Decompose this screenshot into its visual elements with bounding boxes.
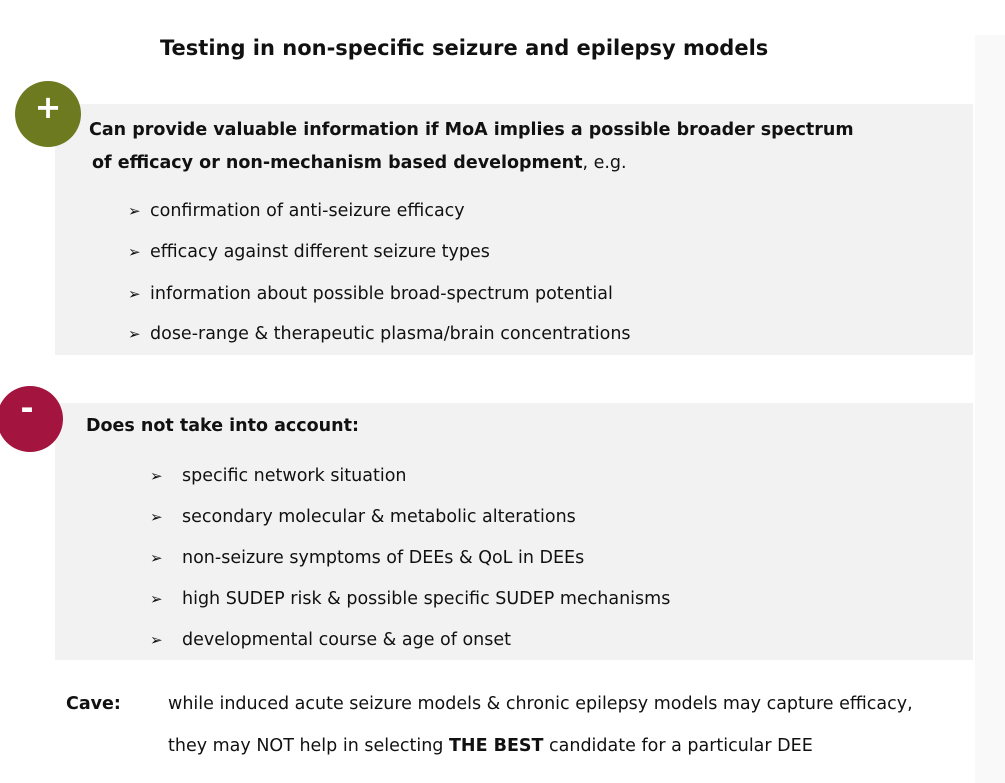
cave-line-2 xyxy=(168,736,813,756)
con-item-text: high SUDEP risk & possible specific SUDEP mechanisms xyxy=(182,589,671,609)
con-list-item xyxy=(150,546,584,570)
arrow-bullet-icon: ➢ xyxy=(128,285,141,303)
pro-list-item xyxy=(128,240,490,264)
pro-list-item xyxy=(128,282,613,306)
con-item-text: specific network situation xyxy=(182,466,407,486)
arrow-bullet-icon: ➢ xyxy=(128,202,141,220)
pro-list-item xyxy=(128,322,631,346)
cave-line-2-post: candidate for a particular DEE xyxy=(543,736,813,756)
con-list-item xyxy=(150,505,576,529)
cave-line-1: while induced acute seizure models & chronic epilepsy models may capture efficacy, xyxy=(168,694,913,714)
minus-icon: - xyxy=(0,386,63,452)
arrow-bullet-icon: ➢ xyxy=(150,590,163,608)
con-item-text: non-seizure symptoms of DEEs & QoL in DEEs xyxy=(182,548,585,568)
arrow-bullet-icon: ➢ xyxy=(150,631,163,649)
arrow-bullet-icon: ➢ xyxy=(150,467,163,485)
pro-lead-bold-2: of efficacy or non-mechanism based development xyxy=(92,153,583,173)
cave-line-2-pre: they may NOT help in selecting xyxy=(168,736,449,756)
cave-line-2-bold: THE BEST xyxy=(448,736,544,756)
arrow-bullet-icon: ➢ xyxy=(128,325,141,343)
con-list-item xyxy=(150,587,670,611)
cave-label: Cave: xyxy=(66,694,121,714)
pro-lead-bold-1: Can provide valuable information if MoA implies a possible broader spectrum xyxy=(89,120,854,140)
arrow-bullet-icon: ➢ xyxy=(150,549,163,567)
arrow-bullet-icon: ➢ xyxy=(128,243,141,261)
pro-item-text: information about possible broad-spectrum potential xyxy=(150,284,613,304)
pro-lead-tail: , e.g. xyxy=(582,153,627,173)
con-lead: Does not take into account: xyxy=(86,416,359,436)
arrow-bullet-icon: ➢ xyxy=(150,508,163,526)
pro-lead-line-1 xyxy=(89,114,854,146)
con-item-text: developmental course & age of onset xyxy=(182,630,511,650)
pro-item-text: efficacy against different seizure types xyxy=(150,242,490,262)
page-title: Testing in non-specific seizure and epilepsy models xyxy=(160,36,769,60)
con-item-text: secondary molecular & metabolic alterations xyxy=(182,507,576,527)
pro-item-text: confirmation of anti-seizure efficacy xyxy=(150,201,465,221)
pro-item-text: dose-range & therapeutic plasma/brain concentrations xyxy=(150,324,631,344)
plus-icon: + xyxy=(15,81,81,147)
pro-lead-line-2 xyxy=(92,147,627,179)
con-list-item xyxy=(150,464,407,488)
pro-list-item xyxy=(128,199,465,223)
background-strip xyxy=(975,35,1005,783)
con-list-item xyxy=(150,628,511,652)
